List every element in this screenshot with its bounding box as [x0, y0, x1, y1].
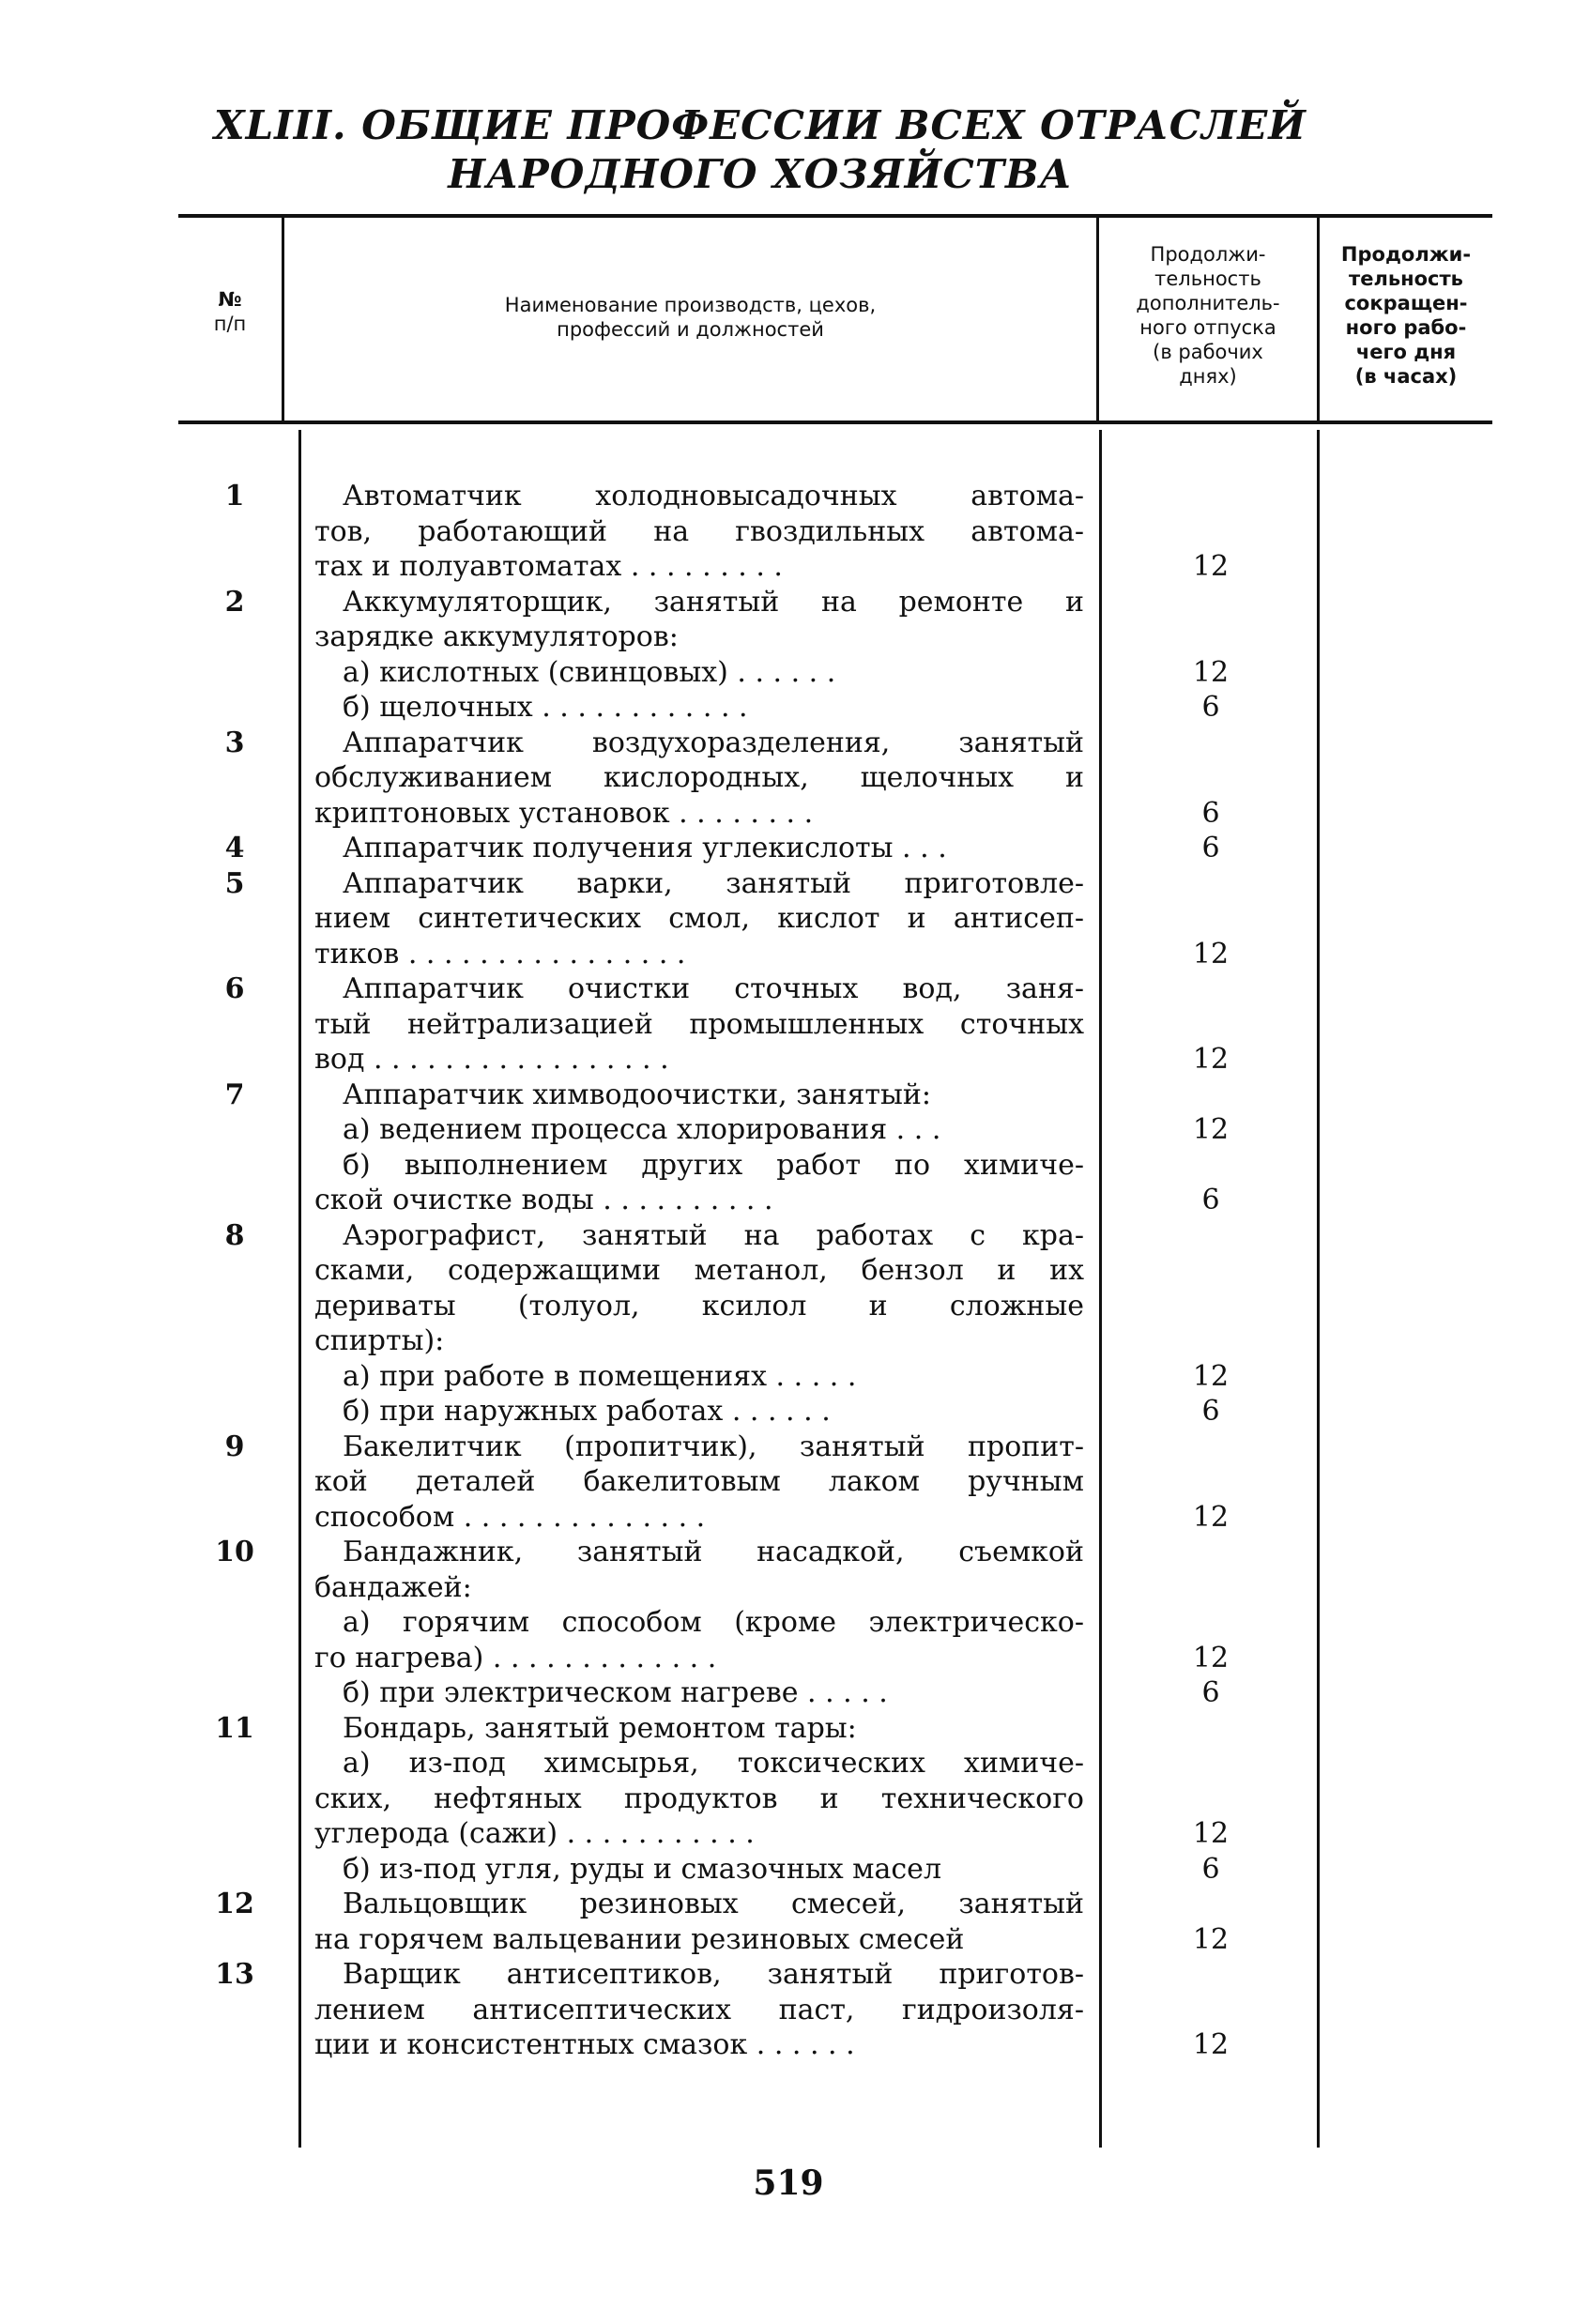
column-divider-1-body — [298, 430, 301, 2148]
entry-text-line: Варщик антисептиков, занятый приготов- — [343, 1958, 1084, 1991]
vacation-days-value: 12 — [1192, 550, 1230, 583]
entry-text-line: ской очистке воды . . . . . . . . . . — [314, 1184, 773, 1216]
entry-text-line: а) при работе в помещениях . . . . . — [343, 1360, 857, 1393]
row-number: 6 — [224, 972, 245, 1005]
vacation-days-value: 12 — [1192, 2028, 1230, 2061]
vacation-days-value: 12 — [1192, 1642, 1230, 1674]
row-number: 10 — [215, 1536, 254, 1568]
header-vacation-line: днях) — [1179, 365, 1237, 388]
section-title-line-1: XLIII. ОБЩИЕ ПРОФЕССИИ ВСЕХ ОТРАСЛЕЙ — [214, 102, 1307, 148]
header-name — [284, 293, 1096, 342]
entry-text-line: зарядке аккумуляторов: — [314, 620, 679, 653]
header-vacation-line: ного отпуска — [1139, 316, 1276, 339]
entry-text-line: Аккумуляторщик, занятый на ремонте и — [343, 586, 1084, 619]
entry-text-line: вод . . . . . . . . . . . . . . . . . — [314, 1043, 669, 1076]
header-bottom-rule — [178, 420, 1492, 424]
vacation-days-value: 12 — [1192, 1360, 1230, 1393]
entry-text-line: обслуживанием кислородных, щелочных и — [314, 761, 1084, 794]
vacation-days-value: 6 — [1201, 1395, 1220, 1428]
header-workday — [1320, 242, 1492, 389]
entry-text-line: б) выполнением других работ по химиче- — [343, 1149, 1084, 1182]
header-workday-line: Продолжи- — [1340, 243, 1472, 266]
entry-text-line: ских, нефтяных продуктов и технического — [314, 1782, 1084, 1815]
row-number: 13 — [215, 1958, 254, 1991]
row-number: 4 — [224, 832, 245, 864]
header-num-symbol: № — [218, 288, 242, 311]
entry-text-line: а) горячим способом (кроме электрическо- — [343, 1606, 1084, 1639]
header-vacation-line: тельность — [1154, 268, 1261, 290]
vacation-days-value: 12 — [1192, 656, 1230, 689]
header-vacation-line: (в рабочих — [1153, 341, 1263, 363]
row-number: 3 — [224, 726, 245, 759]
entry-text-line: а) из-под химсырья, токсических химиче- — [343, 1747, 1084, 1780]
entry-text-line: бандажей: — [314, 1571, 472, 1604]
entry-text-line: Бандажник, занятый насадкой, съемкой — [343, 1536, 1084, 1568]
vacation-days-value: 12 — [1192, 1043, 1230, 1076]
entry-text-line: ции и консистентных смазок . . . . . . — [314, 2028, 855, 2061]
entry-text-line: а) ведением процесса хлорирования . . . — [343, 1113, 941, 1146]
entry-text-line: нием синтетических смол, кислот и антисеп- — [314, 902, 1084, 935]
row-number: 11 — [215, 1712, 254, 1745]
page-number: 519 — [753, 2163, 824, 2203]
section-title-line-2: НАРОДНОГО ХОЗЯЙСТВА — [448, 151, 1073, 197]
row-number: 9 — [224, 1430, 245, 1463]
entry-text-line: Автоматчик холодновысадочных автома- — [343, 480, 1084, 512]
entry-text-line: дериваты (толуол, ксилол и сложные — [314, 1290, 1084, 1323]
header-name-line-2: профессий и должностей — [557, 318, 824, 341]
entry-text-line: тый нейтрализацией промышленных сточных — [314, 1008, 1084, 1041]
row-number: 2 — [224, 586, 245, 619]
vacation-days-value: 6 — [1201, 1676, 1220, 1709]
header-workday-line: сокращен- — [1344, 292, 1468, 314]
vacation-days-value: 12 — [1192, 1113, 1230, 1146]
entry-text-line: кой деталей бакелитовым лаком ручным — [314, 1465, 1084, 1498]
header-name-line-1: Наименование производств, цехов, — [504, 294, 877, 316]
vacation-days-value: 6 — [1201, 1853, 1220, 1886]
vacation-days-value: 6 — [1201, 832, 1220, 864]
vacation-days-value: 6 — [1201, 691, 1220, 724]
entry-text-line: Аппаратчик химводоочистки, занятый: — [343, 1078, 931, 1111]
entry-text-line: Аэрографист, занятый на работах с кра- — [343, 1219, 1084, 1252]
row-number: 5 — [224, 867, 245, 900]
entry-text-line: тиков . . . . . . . . . . . . . . . . — [314, 938, 686, 971]
entry-text-line: спирты): — [314, 1324, 445, 1357]
entry-text-line: Вальцовщик резиновых смесей, занятый — [343, 1888, 1084, 1920]
entry-text-line: на горячем вальцевании резиновых смесей — [314, 1923, 965, 1956]
entry-text-line: тов, работающий на гвоздильных автома- — [314, 515, 1084, 548]
entry-text-line: Бакелитчик (пропитчик), занятый пропит- — [343, 1430, 1084, 1463]
entry-text-line: б) при электрическом нагреве . . . . . — [343, 1676, 888, 1709]
entry-text-line: тах и полуавтоматах . . . . . . . . . — [314, 550, 783, 583]
vacation-days-value: 6 — [1201, 797, 1220, 830]
header-vacation — [1099, 242, 1317, 389]
entry-text-line: а) кислотных (свинцовых) . . . . . . — [343, 656, 836, 689]
entry-text-line: б) при наружных работах . . . . . . — [343, 1395, 831, 1428]
vacation-days-value: 12 — [1192, 1817, 1230, 1850]
entry-text-line: го нагрева) . . . . . . . . . . . . . — [314, 1642, 717, 1674]
row-number: 1 — [224, 480, 245, 512]
entry-text-line: лением антисептических паст, гидроизоля- — [314, 1994, 1084, 2026]
header-vacation-line: дополнитель- — [1136, 292, 1280, 314]
header-vacation-line: Продолжи- — [1150, 243, 1266, 266]
entry-text-line: Аппаратчик воздухоразделения, занятый — [343, 726, 1084, 759]
header-num — [178, 287, 282, 336]
vacation-days-value: 6 — [1201, 1184, 1220, 1216]
vacation-days-value: 12 — [1192, 1923, 1230, 1956]
header-workday-line: (в часах) — [1354, 365, 1458, 388]
entry-text-line: б) из-под угля, руды и смазочных масел — [343, 1853, 941, 1886]
table-top-rule — [178, 214, 1492, 218]
entry-text-line: углерода (сажи) . . . . . . . . . . . — [314, 1817, 755, 1850]
row-number: 8 — [224, 1219, 245, 1252]
header-num-label: п/п — [213, 313, 247, 335]
entry-text-line: сками, содержащими метанол, бензол и их — [314, 1254, 1084, 1287]
entry-text-line: Аппаратчик очистки сточных вод, заня- — [343, 972, 1084, 1005]
header-workday-line: ного рабо- — [1345, 316, 1467, 339]
vacation-days-value: 12 — [1192, 1501, 1230, 1534]
entry-text-line: способом . . . . . . . . . . . . . . — [314, 1501, 706, 1534]
column-divider-2-body — [1099, 430, 1102, 2148]
entry-text-line: Аппаратчик получения углекислоты . . . — [343, 832, 947, 864]
row-number: 7 — [224, 1078, 245, 1111]
header-workday-line: тельность — [1349, 268, 1463, 290]
entry-text-line: Аппаратчик варки, занятый приготовле- — [343, 867, 1084, 900]
vacation-days-value: 12 — [1192, 938, 1230, 971]
header-workday-line: чего дня — [1355, 341, 1457, 363]
row-number: 12 — [215, 1888, 254, 1920]
entry-text-line: криптоновых установок . . . . . . . . — [314, 797, 814, 830]
entry-text-line: б) щелочных . . . . . . . . . . . . — [343, 691, 748, 724]
entry-text-line: Бондарь, занятый ремонтом тары: — [343, 1712, 857, 1745]
